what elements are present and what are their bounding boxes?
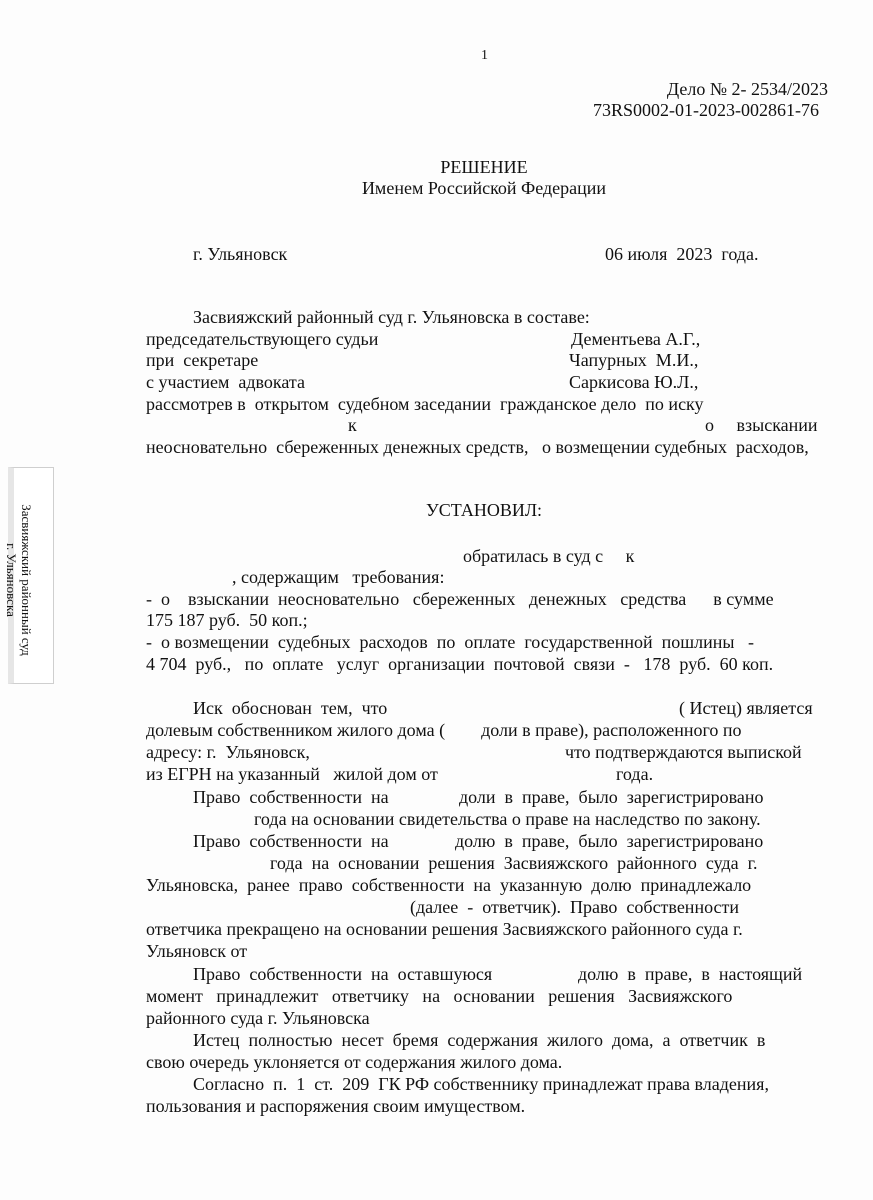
intro-line: рассмотрев в открытом судебном заседании гражданское дело по иску — [146, 394, 704, 414]
paragraph-line: долевым собственником жилого дома ( доли в праве), расположенного по — [146, 720, 742, 740]
case-uid: 73RS0002-01-2023-002861-76 — [593, 100, 819, 120]
claim-item: - о возмещении судебных расходов по оплате государственной пошлины - — [146, 632, 754, 652]
court-line: Засвияжский районный суд г. Ульяновска в составе: — [193, 307, 590, 327]
claim-line: обратилась в суд с к — [463, 546, 635, 566]
paragraph-line: районного суда г. Ульяновска — [146, 1008, 370, 1028]
composition-role-lawyer: с участием адвоката — [146, 372, 305, 392]
paragraph-line: адресу: г. Ульяновск, — [146, 742, 310, 762]
paragraph-line: Иск обоснован тем, что — [193, 698, 388, 718]
claim-item: 4 704 руб., по оплате услуг организации почтовой связи - 178 руб. 60 коп. — [146, 654, 774, 674]
paragraph-line: пользования и распоряжения своим имуществом. — [146, 1096, 526, 1116]
composition-role-judge: председательствующего судьи — [146, 329, 379, 349]
intro-k: к — [348, 415, 357, 435]
paragraph-line: (далее - ответчик). Право собственности — [410, 897, 740, 917]
claim-item: 175 187 руб. 50 коп.; — [146, 610, 308, 630]
paragraph-line: свою очередь уклоняется от содержания жилого дома. — [146, 1052, 563, 1072]
intro-line: неосновательно сбереженных денежных средств, о возмещении судебных расходов, — [146, 437, 809, 457]
place: г. Ульяновск — [193, 244, 288, 264]
paragraph-line: ответчика прекращено на основании решения Засвияжского районного суда г. — [146, 919, 743, 939]
page-number: 1 — [481, 48, 488, 63]
paragraph-line: долю в праве, было зарегистрировано — [455, 831, 764, 851]
paragraph-line: Истец полностью несет бремя содержания жилого дома, а ответчик в — [193, 1030, 766, 1050]
intro-o: о взыскании — [705, 415, 818, 435]
paragraph-line: долю в праве, в настоящий — [578, 964, 803, 984]
claim-line: , содержащим требования: — [232, 567, 445, 587]
document-title: РЕШЕНИЕ — [440, 157, 528, 177]
paragraph-line: года на основании решения Засвияжского районного суда г. — [270, 853, 758, 873]
claim-item: - о взыскании неосновательно сбереженных денежных средства в сумме — [146, 589, 774, 609]
paragraph-line: года на основании свидетельства о праве на наследство по закону. — [254, 809, 761, 829]
paragraph-line: что подтверждаются выпиской — [565, 742, 802, 762]
composition-name-secretary: Чапурных М.И., — [569, 350, 699, 370]
paragraph-line: момент принадлежит ответчику на основании решения Засвияжского — [146, 986, 733, 1006]
composition-name-judge: Дементьева А.Г., — [571, 329, 701, 349]
document-subtitle: Именем Российской Федерации — [361, 178, 607, 198]
composition-name-lawyer: Саркисова Ю.Л., — [569, 372, 699, 392]
paragraph-line: Право собственности на оставшуюся — [193, 964, 493, 984]
paragraph-line: из ЕГРН на указанный жилой дом от — [146, 764, 438, 784]
paragraph-line: года. — [616, 764, 654, 784]
paragraph-line: Право собственности на — [193, 787, 389, 807]
court-stamp-text: Засвияжский районный суд г. Ульяновска — [4, 504, 34, 656]
paragraph-line: доли в праве, было зарегистрировано — [459, 787, 764, 807]
paragraph-line: Ульяновск от — [146, 941, 248, 961]
paragraph-line: Право собственности на — [193, 831, 389, 851]
paragraph-line: ( Истец) является — [679, 698, 813, 718]
section-heading: УСТАНОВИЛ: — [425, 500, 543, 520]
decision-date: 06 июля 2023 года. — [605, 244, 759, 264]
case-number: Дело № 2- 2534/2023 — [666, 79, 828, 99]
composition-role-secretary: при секретаре — [146, 350, 259, 370]
paragraph-line: Согласно п. 1 ст. 209 ГК РФ собственнику принадлежат права владения, — [193, 1074, 769, 1094]
paragraph-line: Ульяновска, ранее право собственности на указанную долю принадлежало — [146, 875, 752, 895]
